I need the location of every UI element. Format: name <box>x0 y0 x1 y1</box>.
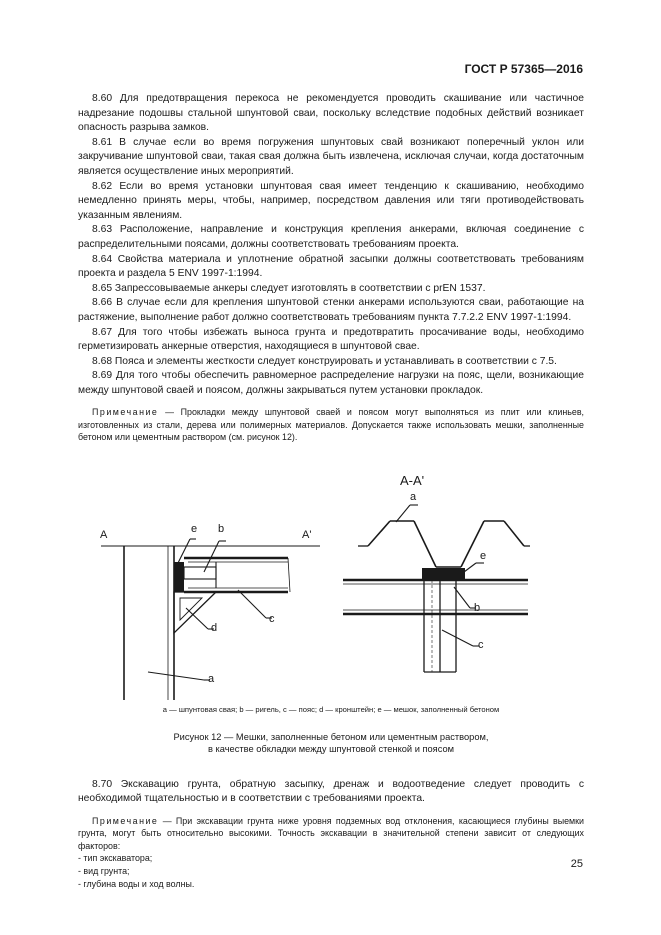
paragraph-8-66: 8.66 В случае если для крепления шпунтовой стенки анкерами используются сваи, работающие на растяжение, выполнение работ должно соответствовать требованиям пункта 7.7.2.2 ENV 1997-1:1994. <box>78 297 584 323</box>
concrete-bag-left <box>174 562 184 592</box>
list-item: - глубина воды и ход волны. <box>78 879 195 890</box>
label-a-right: a <box>410 490 417 503</box>
list-item: - вид грунта; <box>78 866 130 877</box>
caption-line-2: в качестве обкладки между шпунтовой стенкой и поясом <box>207 744 455 755</box>
paragraph-8-64: 8.64 Свойства материала и уплотнение обратной засыпки должны соответствовать требованиям проекта и раздела 5 ENV 1997-1:1994. <box>78 253 584 280</box>
label-e-right: e <box>480 549 487 562</box>
factors-list <box>78 852 584 891</box>
figure-legend: a — шпунтовая свая; b — ригель, c — пояс; d — кронштейн; e — мешок, заполненный бетоном <box>162 704 500 714</box>
note-1 <box>78 406 584 443</box>
note-1-text: — Прокладки между шпунтовой сваей и поясом могут выполняться из плит или клиньев, изготовленных из стали, дерева или полимерных материалов. Допускается также использовать мешки, заполненные бетоном или цементным раствором (см. рисунок 12). <box>78 407 584 443</box>
page-content <box>78 92 584 891</box>
paragraph-8-60: 8.60 Для предотвращения перекоса не рекомендуется проводить скашивание или частичное надрезание подошвы стальной шпунтовой сваи, поскольку вследствие подобных действий возникает опасность разрыва замков. <box>78 93 584 134</box>
label-b-right: b <box>474 601 481 614</box>
sheet-pile-profile <box>368 521 390 546</box>
paragraph-8-67: 8.67 Для того чтобы избежать выноса грунта и предотвратить просачивание воды, необходимо герметизировать анкерные отверстия, находящиеся в шпунтовой свае. <box>78 326 584 353</box>
paragraph-8-62: 8.62 Если во время установки шпунтовая свая имеет тенденцию к скашиванию, необходимо немедленно принять меры, чтобы, например, посредством давления или тяги противодействовать указанным явлениям. <box>78 180 584 221</box>
label-a-left: a <box>208 672 215 685</box>
note-2-label: Примечание <box>92 815 159 826</box>
label-section-start: A <box>100 528 108 541</box>
list-item: - тип экскаватора; <box>78 853 153 864</box>
label-section-end: A' <box>302 528 312 541</box>
paragraph-8-61: 8.61 В случае если во время погружения шпунтовых свай возникают поперечный уклон или закручивание шпунтовой сваи, такая свая должна быть извлечена, исключая случаи, когда достаточным является осуществление иных мероприятий. <box>78 136 584 177</box>
tie-rod-b <box>184 567 216 579</box>
figure-12-drawing <box>78 450 584 705</box>
document-header: ГОСТ Р 57365—2016 <box>464 62 583 76</box>
note-2 <box>78 815 584 852</box>
label-c-left: c <box>269 612 275 625</box>
note-2-text: — При экскавации грунта ниже уровня подземных вод отклонения, касающиеся глубины выемки грунта, могут быть относительно высокими. Точность экскавации в значительной степени зависит от следующих факторов: <box>78 815 584 851</box>
paragraphs-top <box>78 92 584 398</box>
label-b-left: b <box>218 522 225 535</box>
figure-caption <box>78 731 584 756</box>
page-number: 25 <box>570 858 583 870</box>
caption-line-1: Рисунок 12 — Мешки, заполненные бетоном или цементным раствором, <box>173 731 489 742</box>
paragraph-8-70: 8.70 Экскавацию грунта, обратную засыпку, дренаж и водоотведение следует проводить с необходимой тщательностью и в соответствии с требованиями проекта. <box>78 778 584 805</box>
label-e-left: e <box>191 522 198 535</box>
label-section-title: A-A' <box>400 472 425 488</box>
paragraph-8-68: 8.68 Пояса и элементы жесткости следует конструировать и устанавливать в соответствии с 7.5. <box>92 355 557 367</box>
paragraph-8-65: 8.65 Запрессовываемые анкеры следует изготовлять в соответствии с prEN 1537. <box>92 282 486 294</box>
concrete-bag-right <box>422 568 465 580</box>
label-c-right: c <box>478 638 484 651</box>
paragraph-8-63: 8.63 Расположение, направление и конструкция крепления анкерами, включая соединение с распределительными поясами, должны соответствовать требованиям проекта. <box>78 224 584 250</box>
figure-12 <box>78 450 584 705</box>
paragraph-8-69: 8.69 Для того чтобы обеспечить равномерное распределение нагрузки на пояс, щели, возникающие между шпунтовой сваей и поясом, должны закрываться путем установки прокладок. <box>78 370 584 396</box>
note-1-label: Примечание <box>92 407 159 418</box>
label-d-left: d <box>211 621 218 634</box>
